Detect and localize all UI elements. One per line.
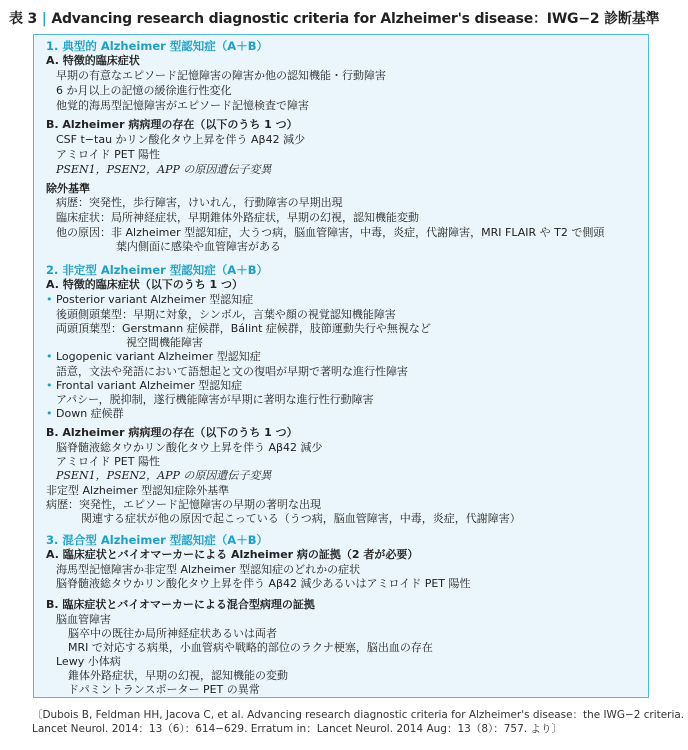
section-2-variant xyxy=(46,293,253,307)
reference-line: 〔Dubois B, Feldman HH, Jacova C, et al. Advancing research diagnostic criteria for Alzheimer's disease：the IWG−2 criteria. xyxy=(32,709,685,721)
section-1-a-title: A. 特徴的臨床症状 xyxy=(46,54,140,67)
section-3-a-title: A. 臨床症状とバイオマーカーによる Alzheimer 病の証拠（2 者が必要） xyxy=(46,548,419,561)
section-2-variant-item: アパシー，脱抑制，遂行機能障害が早期に著明な進行性行動障害 xyxy=(56,393,374,406)
section-2-b-title: B. Alzheimer 病病理の存在（以下のうち 1 つ） xyxy=(46,426,298,439)
section-2-variant-item: 語意，文法や発語において語想起と文の復唱が早期で著明な進行性障害 xyxy=(56,365,408,378)
section-2-exclusion-item: 病歴：突発性，エピソード記憶障害の早期の著明な出現 xyxy=(46,498,321,511)
title-text: Advancing research diagnostic criteria for Alzheimer's disease：IWG−2 診断基準 xyxy=(51,11,660,27)
section-3-a-item: 脳脊髄液総タウかリン酸化タウ上昇を伴う Aβ42 減少あるいはアミロイド PET 陽性 xyxy=(56,577,471,590)
section-3-b-title: B. 臨床症状とバイオマーカーによる混合型病理の証拠 xyxy=(46,598,315,611)
reference-line: Lancet Neurol. 2014：13（6）：614−629. Erratum in：Lancet Neurol. 2014 Aug：13（8）：757. より〕 xyxy=(32,723,562,735)
section-2-variant-item-cont: 視空間機能障害 xyxy=(126,336,203,349)
variant-label: Frontal variant Alzheimer 型認知症 xyxy=(56,379,243,392)
section-3-b-item: MRI で対応する病巣，小血管病や戦略的部位のラクナ梗塞，脳出血の存在 xyxy=(68,641,433,654)
section-3-b-category: 脳血管障害 xyxy=(56,613,111,626)
section-1-b-item: アミロイド PET 陽性 xyxy=(56,148,160,161)
section-2-b-item: PSEN1，PSEN2，APP の原因遺伝子変異 xyxy=(56,469,272,482)
section-2-a-title: A. 特徴的臨床症状（以下のうち 1 つ） xyxy=(46,278,244,291)
section-1-exclusion-title: 除外基準 xyxy=(46,182,90,195)
section-3-b-category: Lewy 小体病 xyxy=(56,655,121,668)
bullet-icon: • xyxy=(46,293,53,306)
section-3-b-item: 錐体外路症状，早期の幻視，認知機能の変動 xyxy=(68,669,288,682)
section-1-a-item: 早期の有意なエピソード記憶障害の障害か他の認知機能・行動障害 xyxy=(56,69,386,82)
variant-label: Posterior variant Alzheimer 型認知症 xyxy=(56,293,254,306)
section-2-variant xyxy=(46,407,124,421)
bullet-icon: • xyxy=(46,379,53,392)
variant-label: Down 症候群 xyxy=(56,407,124,420)
table-title xyxy=(9,8,659,28)
section-2-variant-item: 両頭頂葉型：Gerstmann 症候群，Bálint 症候群，肢節運動失行や無視など xyxy=(56,322,431,335)
section-1-exclusion-item: 他の原因：非 Alzheimer 型認知症，大うつ病，脳血管障害，中毒，炎症，代謝障害，MRI FLAIR や T2 で側頭 xyxy=(56,226,605,239)
bullet-icon: • xyxy=(46,407,53,420)
title-separator: | xyxy=(41,11,47,27)
section-1-b-item: PSEN1，PSEN2，APP の原因遺伝子変異 xyxy=(56,163,272,176)
section-1-exclusion-item: 臨床症状：局所神経症状，早期錐体外路症状，早期の幻視，認知機能変動 xyxy=(56,211,419,224)
section-1-b-item: CSF t−tau かリン酸化タウ上昇を伴う Aβ42 減少 xyxy=(56,133,306,146)
section-1-exclusion-item: 病歴：突発性，歩行障害，けいれん，行動障害の早期出現 xyxy=(56,196,343,209)
section-2-variant-item: 後頭側頭葉型：早期に対象，シンボル，言葉や顔の視覚認知機能障害 xyxy=(56,308,396,321)
section-3-b-item: ドパミントランスポーター PET の異常 xyxy=(68,683,260,696)
section-2-variant xyxy=(46,350,261,364)
section-1-a-item: 6 か月以上の記憶の緩徐進行性変化 xyxy=(56,84,232,97)
section-2-exclusion-item: 関連する症状が他の原因で起こっている（うつ病，脳血管障害，中毒，炎症，代謝障害） xyxy=(81,512,521,525)
section-1-b-title: B. Alzheimer 病病理の存在（以下のうち 1 つ） xyxy=(46,118,298,131)
table-number: 表 3 xyxy=(9,11,38,27)
section-3-heading: 3. 混合型 Alzheimer 型認知症（A＋B） xyxy=(46,533,268,547)
section-2-b-item: 脳脊髄液総タウかリン酸化タウ上昇を伴う Aβ42 減少 xyxy=(56,441,323,454)
section-1-exclusion-item-cont: 葉内側面に感染や血管障害がある xyxy=(116,240,281,253)
section-3-a-item: 海馬型記憶障害か非定型 Alzheimer 型認知症のどれかの症状 xyxy=(56,563,361,576)
bullet-icon: • xyxy=(46,350,53,363)
variant-label: Logopenic variant Alzheimer 型認知症 xyxy=(56,350,261,363)
section-2-b-item: アミロイド PET 陽性 xyxy=(56,455,160,468)
section-1-a-item: 他覚的海馬型記憶障害がエピソード記憶検査で障害 xyxy=(56,99,309,112)
section-2-exclusion-title: 非定型 Alzheimer 型認知症除外基準 xyxy=(46,484,230,497)
section-3-b-item: 脳卒中の既往か局所神経症状あるいは両者 xyxy=(68,627,277,640)
section-1-heading: 1. 典型的 Alzheimer 型認知症（A＋B） xyxy=(46,39,268,53)
section-2-heading: 2. 非定型 Alzheimer 型認知症（A＋B） xyxy=(46,263,268,277)
section-2-variant xyxy=(46,379,242,393)
